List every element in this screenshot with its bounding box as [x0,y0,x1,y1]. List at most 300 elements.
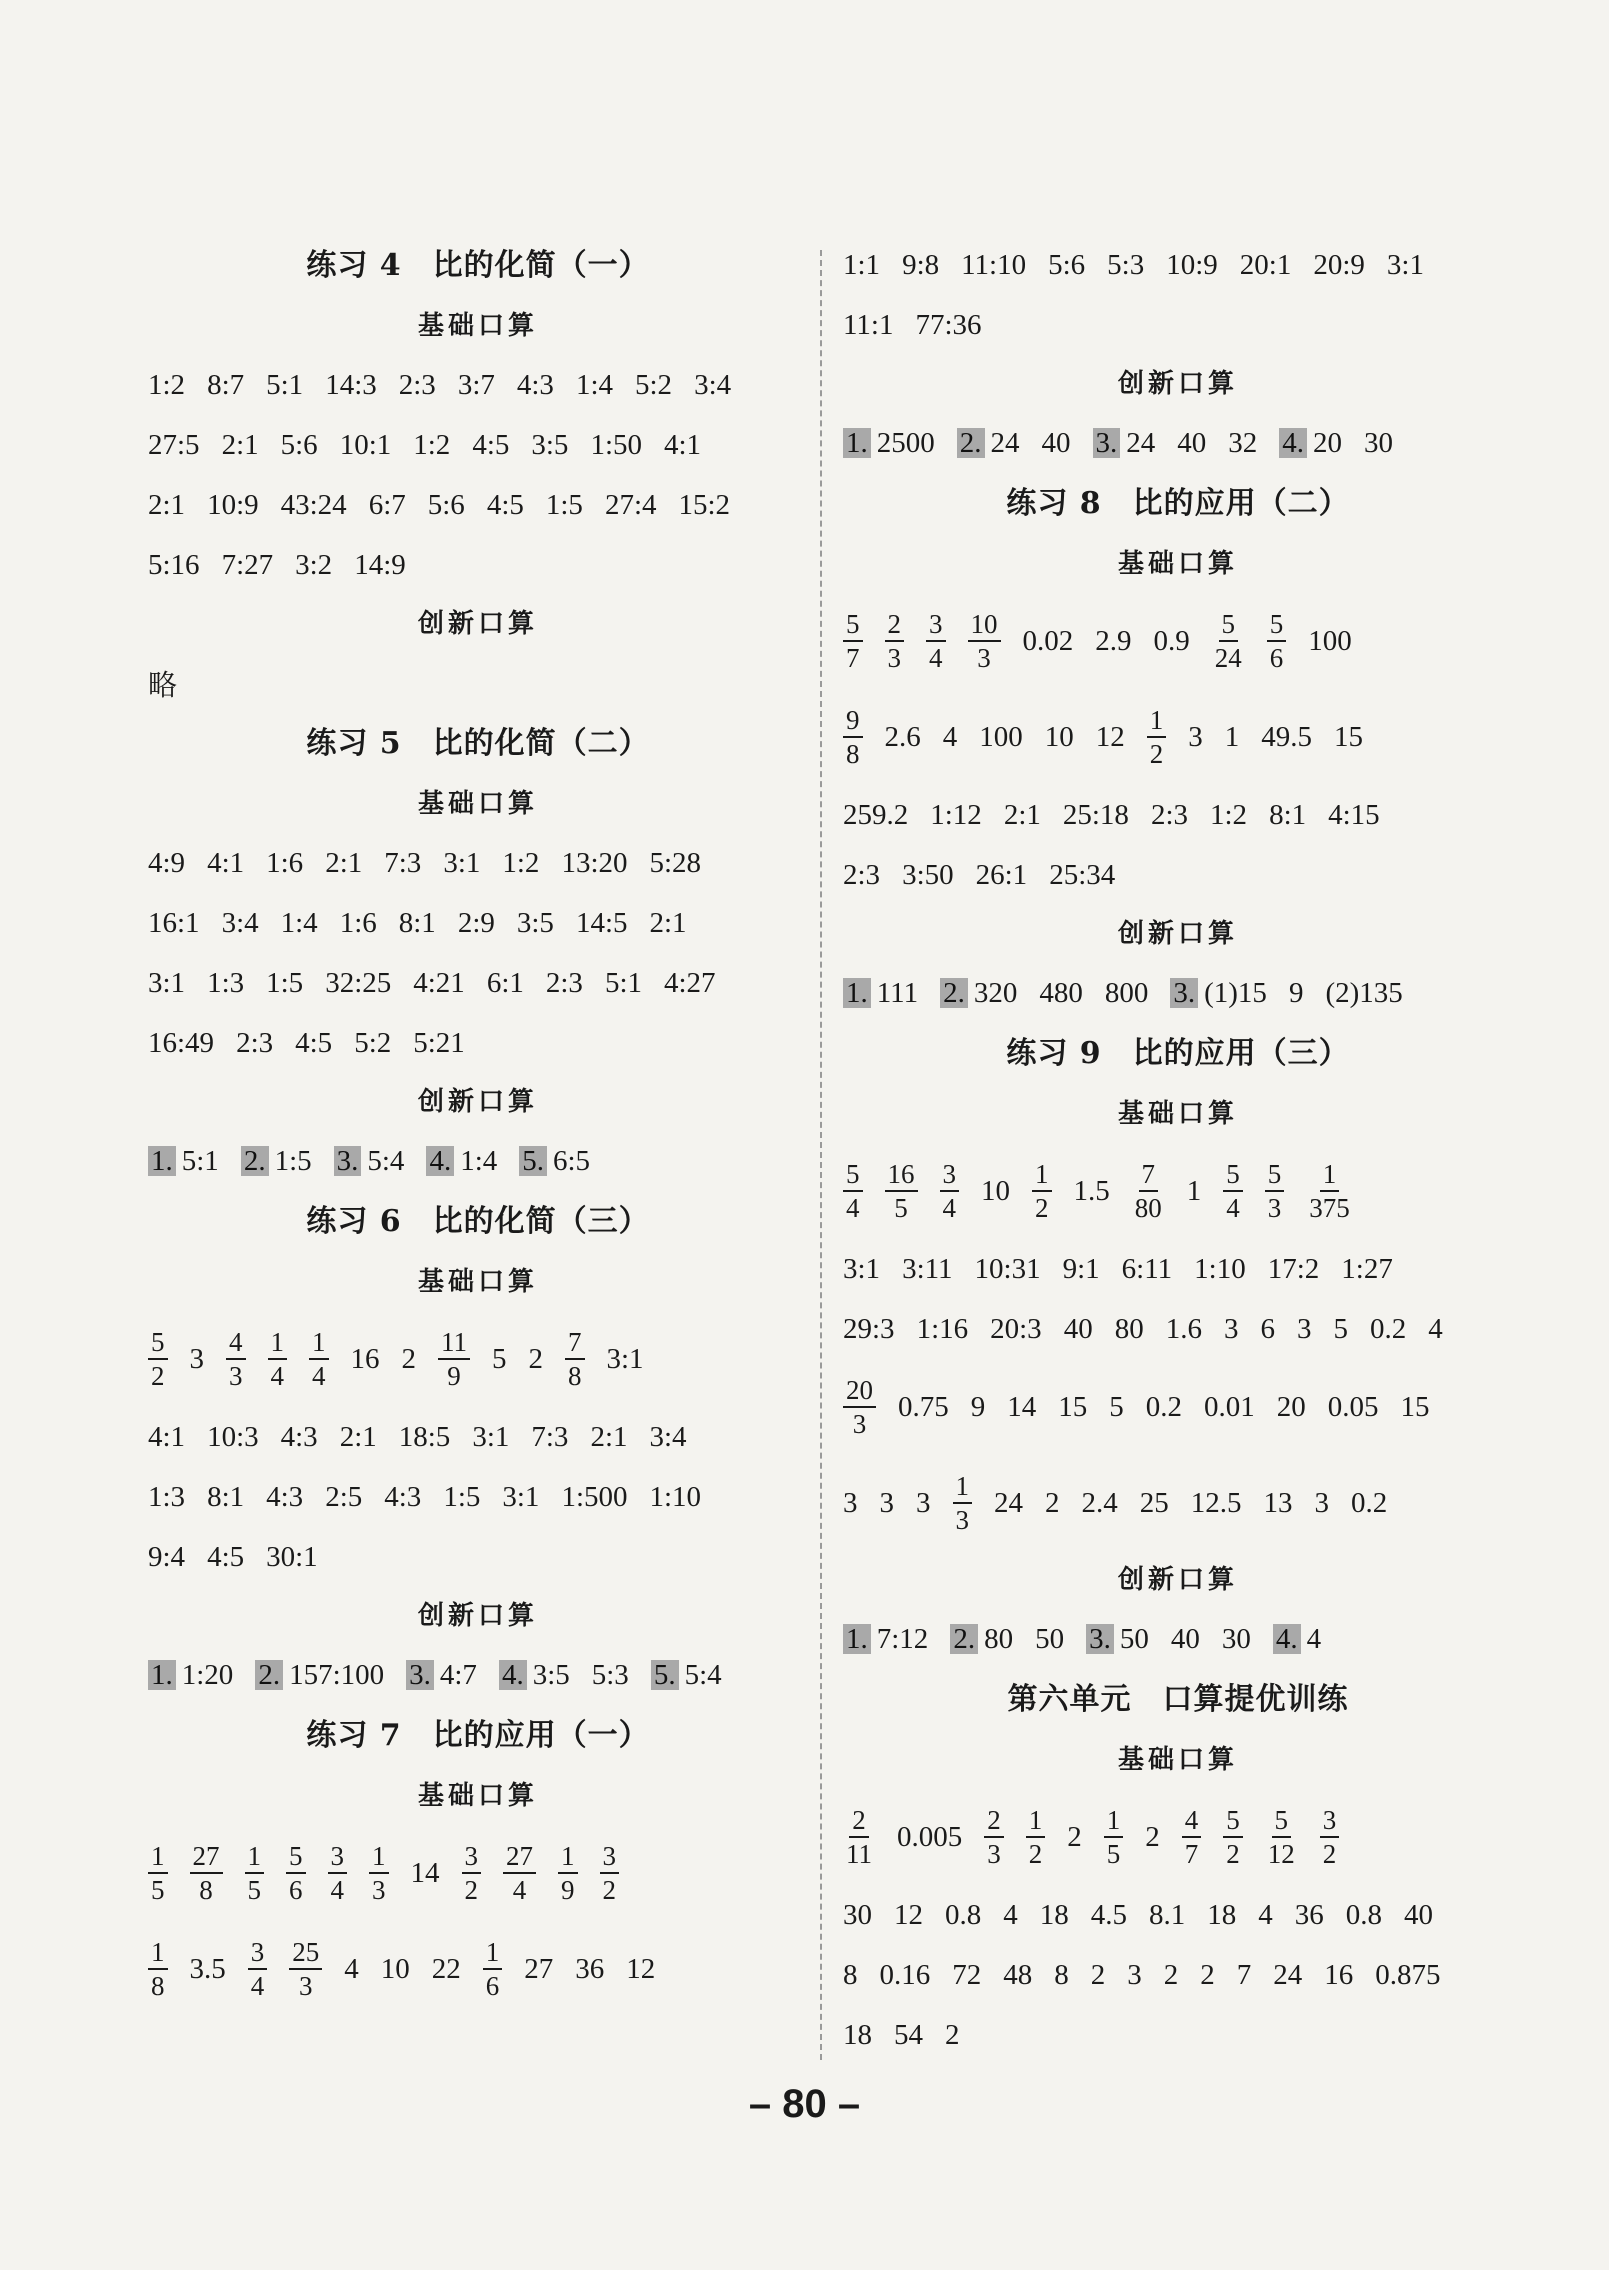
denominator: 5 [247,1875,261,1905]
answer-value: 3 [1188,720,1203,753]
answer-row [148,653,808,713]
answer-value: 7:3 [384,846,422,879]
answer-value: 6:7 [368,488,406,521]
question-number-badge: 3. [1086,1624,1114,1654]
fraction [503,1840,536,1906]
answer-row [148,1467,808,1527]
denominator: 24 [1214,643,1242,673]
denominator: 3 [977,643,991,673]
numerator: 5 [843,1158,863,1192]
numerator: 1 [1032,1158,1052,1192]
answer-value: 800 [1104,976,1149,1009]
answer-value: 30:1 [266,1540,318,1573]
fraction [438,1326,470,1392]
denominator: 5 [1106,1839,1121,1869]
denominator: 7 [1184,1839,1199,1869]
numerator: 5 [1223,1158,1243,1192]
answer-value: 72 [952,1958,982,1991]
answer-value: 9:1 [1062,1252,1100,1285]
answer-row [843,1239,1513,1299]
answer-value: 1:5 [274,1144,312,1177]
question-number-badge: 3. [1170,978,1198,1008]
fraction [940,1158,960,1224]
fraction [885,1158,918,1224]
numerator: 25 [289,1936,322,1970]
answer-value: 1:5 [443,1480,481,1513]
answer-value: 2 [1090,1958,1106,1991]
answer-value: 8 [1054,1958,1069,1991]
question-number-badge: 2. [957,428,985,458]
answer-value: 12.5 [1190,1486,1242,1519]
answer-value: 5:3 [591,1658,629,1691]
answer-value: 4:3 [280,1420,318,1453]
answer-value: 16 [1324,1958,1354,1991]
answer-value: 0.02 [1022,624,1074,657]
answer-value: 4 [942,720,958,753]
numerator: 1 [268,1326,288,1360]
fraction [926,608,946,674]
answer-value: 3:4 [649,1420,687,1453]
answer-value: 0.8 [1345,1898,1382,1931]
answer-value: 3:5 [532,1658,570,1691]
answer-value: 3 [843,1486,858,1519]
answer-value: 14:3 [325,368,377,401]
numerator: 1 [1104,1804,1124,1838]
subsection-title: 创新口算 [417,1601,538,1631]
answer-value: 8:1 [1269,798,1307,831]
subsection-title: 基础口算 [417,1267,538,1297]
answer-row [843,845,1513,905]
answer-value: 10:9 [1166,248,1218,281]
answer-value: 15 [1058,1390,1088,1423]
answer-value: 2:5 [325,1480,363,1513]
answer-value: 20:9 [1313,248,1365,281]
fraction [245,1840,265,1906]
answer-value: 30 [1221,1622,1251,1655]
answer-value: 4:9 [148,846,186,879]
answer-value: 8:1 [398,906,436,939]
answer-value: 5:1 [181,1144,219,1177]
answer-value: 1:6 [339,906,377,939]
answer-value: 3:1 [148,966,186,999]
answer-value: 40 [1404,1898,1433,1931]
answer-value: 4 [1428,1312,1443,1345]
fraction [226,1326,246,1392]
answer-value: 2:1 [325,846,363,879]
answer-value: 25:18 [1062,798,1129,831]
answer-value: 32:25 [325,966,392,999]
answer-value: 11:10 [961,248,1027,281]
numerator: 16 [885,1158,918,1192]
answer-row [843,1789,1513,1885]
answer-value: 2500 [876,426,935,459]
answer-value: 0.005 [897,1820,963,1853]
numerator: 5 [286,1840,306,1874]
answer-value: 3 [1314,1486,1329,1519]
answer-value: 5:28 [649,846,702,879]
numerator: 1 [1320,1158,1340,1192]
answer-value: 4:1 [207,846,245,879]
subsection-title: 创新口算 [1117,919,1238,949]
answer-value: 1:5 [266,966,304,999]
answer-value: 12 [1095,720,1125,753]
answer-value: 8:7 [207,368,245,401]
fraction [1223,1804,1243,1870]
numerator: 1 [558,1840,578,1874]
denominator: 6 [485,1971,500,2001]
numerator: 3 [1320,1804,1340,1838]
section-title: 练习 7 比的应用（一） [306,1718,650,1753]
fraction [483,1936,503,2002]
answer-value: 9 [1288,976,1304,1009]
answer-value: 3:5 [531,428,569,461]
answer-value: 3 [916,1486,931,1519]
left-column [148,235,808,2017]
answer-value: 80 [1114,1312,1144,1345]
denominator: 3 [1267,1193,1282,1223]
page-number: – 80 – [748,2082,861,2126]
answer-value: 48 [1003,1958,1033,1991]
answer-value: 8:1 [207,1480,245,1513]
section-title: 练习 9 比的应用（三） [1006,1036,1350,1071]
answer-value: 1:4 [460,1144,498,1177]
answer-value: 30 [843,1898,872,1931]
question-number-badge: 1. [843,978,871,1008]
answer-value: 2:1 [1003,798,1041,831]
answer-value: 3 [189,1342,204,1375]
answer-value: 6 [1260,1312,1275,1345]
question-number-badge: 4. [1279,428,1307,458]
answer-value: 1:10 [649,1480,702,1513]
subsection-title: 基础口算 [1117,1745,1238,1775]
fraction [984,1804,1004,1870]
answer-row [843,1359,1513,1455]
answer-value: 50 [1035,1622,1065,1655]
answer-value: 100 [979,720,1023,753]
fraction [1212,608,1245,674]
denominator: 2 [602,1875,616,1905]
answer-value: 16:1 [148,906,200,939]
answer-value: 18:5 [398,1420,451,1453]
answer-value: 3 [1223,1312,1239,1345]
numerator: 1 [245,1840,265,1874]
fraction [600,1840,620,1906]
answer-value: 2 [1067,1820,1082,1853]
answer-value: 29:3 [843,1312,895,1345]
answer-value: 2:1 [339,1420,377,1453]
answer-value: 80 [984,1622,1014,1655]
answer-value: 20 [1276,1390,1306,1423]
answer-value: 1:4 [575,368,613,401]
answer-value: 2 [528,1342,543,1375]
answer-value: 40 [1170,1622,1200,1655]
answer-value: 20:3 [990,1312,1042,1345]
denominator: 2 [1035,1193,1049,1223]
answer-value: 5:2 [354,1026,392,1059]
answer-value: 7:12 [876,1622,929,1655]
numerator: 1 [953,1470,973,1504]
answer-value: 1:2 [1210,798,1248,831]
answer-value: 3:50 [902,858,954,891]
denominator: 4 [330,1875,344,1905]
answer-value: 10 [981,1174,1010,1207]
denominator: 2 [1226,1839,1240,1869]
numerator: 10 [968,608,1001,642]
answer-value: 13 [1263,1486,1293,1519]
answer-value: (2)135 [1325,976,1403,1009]
answer-value: 10:3 [207,1420,259,1453]
answer-value: 1:16 [916,1312,969,1345]
question-number-badge: 3. [1093,428,1121,458]
subsection-title: 基础口算 [417,311,538,341]
denominator: 3 [372,1875,386,1905]
answer-row [843,1885,1513,1945]
fraction [843,1804,875,1870]
denominator: 3 [229,1361,243,1391]
answer-value: 2:1 [221,428,259,461]
answer-value: 7:27 [221,548,274,581]
question-number-badge: 1. [843,428,871,458]
numerator: 5 [843,608,863,642]
answer-value: 10 [380,1952,410,1985]
denominator: 2 [464,1875,478,1905]
subsection-title: 创新口算 [417,609,538,639]
fraction [1032,1158,1052,1224]
numerator: 5 [1265,1158,1285,1192]
fraction [148,1840,168,1906]
answer-value: 157:100 [289,1658,385,1691]
answer-value: 5 [492,1342,507,1375]
denominator: 2 [1322,1839,1337,1869]
subsection-title: 基础口算 [417,789,538,819]
answer-value: 12 [626,1952,656,1985]
answer-value: 2 [1145,1820,1160,1853]
answer-value: (1)15 [1204,976,1267,1009]
answer-value: 1.5 [1073,1174,1110,1207]
answer-value: 4 [1258,1898,1273,1931]
question-number-badge: 2. [940,978,968,1008]
answer-row [148,833,808,893]
column-divider [820,250,822,2060]
right-column [843,235,1513,2065]
answer-row [843,413,1513,473]
fraction [286,1840,306,1906]
answer-value: 4:5 [207,1540,245,1573]
answer-value: 22 [431,1952,461,1985]
answer-value: 1:4 [280,906,318,939]
answer-row [148,953,808,1013]
answer-value: 2:3 [843,858,881,891]
answer-value: 18 [1207,1898,1237,1931]
answer-value: 3:1 [502,1480,540,1513]
answer-value: 6:5 [553,1144,591,1177]
answer-value: 1:2 [148,368,186,401]
denominator: 3 [955,1505,969,1535]
numerator: 3 [600,1840,620,1874]
fraction [289,1936,322,2002]
answer-value: 5:4 [684,1658,722,1691]
answer-value: 3:5 [516,906,554,939]
denominator: 4 [846,1193,860,1223]
numerator: 7 [1139,1158,1159,1192]
numerator: 3 [462,1840,482,1874]
answer-value: 2:3 [545,966,583,999]
numerator: 5 [148,1326,168,1360]
answer-value: 5 [1333,1312,1348,1345]
question-number-badge: 4. [1273,1624,1301,1654]
answer-value: 1:2 [413,428,451,461]
answer-value: 3:1 [1386,248,1424,281]
answer-value: 5:4 [367,1144,405,1177]
answer-value: 3:4 [221,906,259,939]
section-title: 练习 8 比的应用（二） [1006,486,1350,521]
answer-row [843,1455,1513,1551]
answer-value: 1.6 [1165,1312,1202,1345]
answer-value: 7 [1236,1958,1252,1991]
answer-value: 3:1 [606,1342,644,1375]
denominator: 3 [887,643,901,673]
answer-value: 3 [1127,1958,1142,1991]
fraction [1265,1804,1298,1870]
answer-value: 0.75 [898,1390,949,1423]
question-number-badge: 1. [843,1624,871,1654]
answer-value: 4:27 [664,966,716,999]
answer-value: 4:1 [664,428,702,461]
fraction [1223,1158,1243,1224]
answer-value: 320 [973,976,1018,1009]
answer-value: 6:11 [1121,1252,1173,1285]
denominator: 12 [1267,1839,1295,1869]
answer-value: 1:20 [181,1658,234,1691]
subsection-title: 基础口算 [417,1781,538,1811]
numerator: 3 [926,608,946,642]
answer-value: 27 [524,1952,554,1985]
answer-value: 4 [1306,1622,1322,1655]
answer-value: 1:50 [590,428,642,461]
numerator: 1 [309,1326,329,1360]
answer-value: 5:3 [1107,248,1145,281]
answer-value: 259.2 [843,798,909,831]
answer-value: 10:1 [339,428,392,461]
answer-value: 10:31 [974,1252,1041,1285]
fraction [1182,1804,1202,1870]
answer-value: 3 [879,1486,894,1519]
answer-row [843,1299,1513,1359]
answer-value: 2:3 [1150,798,1188,831]
answer-value: 3:4 [694,368,732,401]
answer-row [843,1143,1513,1239]
answer-value: 2 [1163,1958,1179,1991]
answer-row [148,475,808,535]
denominator: 2 [151,1361,165,1391]
denominator: 5 [894,1193,908,1223]
fraction [843,608,863,674]
answer-value: 2 [1045,1486,1060,1519]
denominator: 8 [568,1361,582,1391]
fraction [953,1470,973,1536]
answer-value: 9:8 [902,248,940,281]
answer-value: 4:5 [486,488,524,521]
answer-value: 5:6 [1048,248,1086,281]
answer-value: 3:1 [443,846,481,879]
denominator: 2 [1149,739,1164,769]
answer-row [843,1945,1513,2005]
answer-value: 40 [1177,426,1207,459]
answer-value: 49.5 [1261,720,1312,753]
fraction [1320,1804,1340,1870]
answer-value: 15 [1400,1390,1430,1423]
numerator: 1 [369,1840,389,1874]
denominator: 3 [987,1839,1001,1869]
denominator: 4 [312,1361,326,1391]
answer-value: 1:27 [1341,1252,1393,1285]
denominator: 4 [512,1875,527,1905]
fraction [843,1158,863,1224]
question-number-badge: 3. [406,1660,434,1690]
fraction [190,1840,223,1906]
answer-value: 6:1 [486,966,524,999]
answer-value: 2.9 [1095,624,1132,657]
numerator: 4 [1182,1804,1202,1838]
answer-value: 4 [1003,1898,1018,1931]
question-number-badge: 2. [241,1146,269,1176]
subsection-title: 创新口算 [1117,369,1238,399]
answer-value: 2 [1200,1958,1215,1991]
answer-value: 5:2 [635,368,673,401]
numerator: 20 [843,1374,876,1408]
answer-value: 2.4 [1081,1486,1118,1519]
answer-row [148,1013,808,1073]
numerator: 7 [565,1326,585,1360]
numerator: 1 [483,1936,503,1970]
answer-row [148,1527,808,1587]
answer-value: 0.9 [1153,624,1190,657]
question-number-badge: 5. [519,1146,547,1176]
answer-value: 1:5 [545,488,583,521]
answer-value: 20:1 [1239,248,1292,281]
denominator: 4 [250,1971,265,2001]
answer-value: 40 [1063,1312,1093,1345]
section-title: 练习 6 比的化简（三） [306,1204,650,1239]
answer-value: 0.01 [1204,1390,1255,1423]
numerator: 2 [885,608,905,642]
question-number-badge: 1. [148,1660,176,1690]
answer-value: 480 [1039,976,1083,1009]
answer-row [148,1825,808,1921]
answer-value: 4:3 [516,368,554,401]
answer-value: 16:49 [148,1026,215,1059]
answer-value: 1:3 [148,1480,186,1513]
answer-value: 14 [410,1856,440,1889]
answer-row [843,2005,1513,2065]
answer-value: 9:4 [148,1540,186,1573]
numerator: 2 [849,1804,869,1838]
answer-value: 25 [1139,1486,1169,1519]
answer-value: 27:4 [604,488,657,521]
answer-value: 24 [990,426,1020,459]
fraction [328,1840,348,1906]
numerator: 5 [1272,1804,1292,1838]
answer-row [148,1645,808,1705]
denominator: 80 [1134,1193,1162,1223]
fraction [565,1326,585,1392]
answer-value: 24 [1273,1958,1303,1991]
denominator: 8 [199,1875,213,1905]
answer-value: 3:1 [472,1420,510,1453]
numerator: 5 [1267,608,1287,642]
answer-row [148,893,808,953]
answer-value: 3:1 [843,1252,881,1285]
